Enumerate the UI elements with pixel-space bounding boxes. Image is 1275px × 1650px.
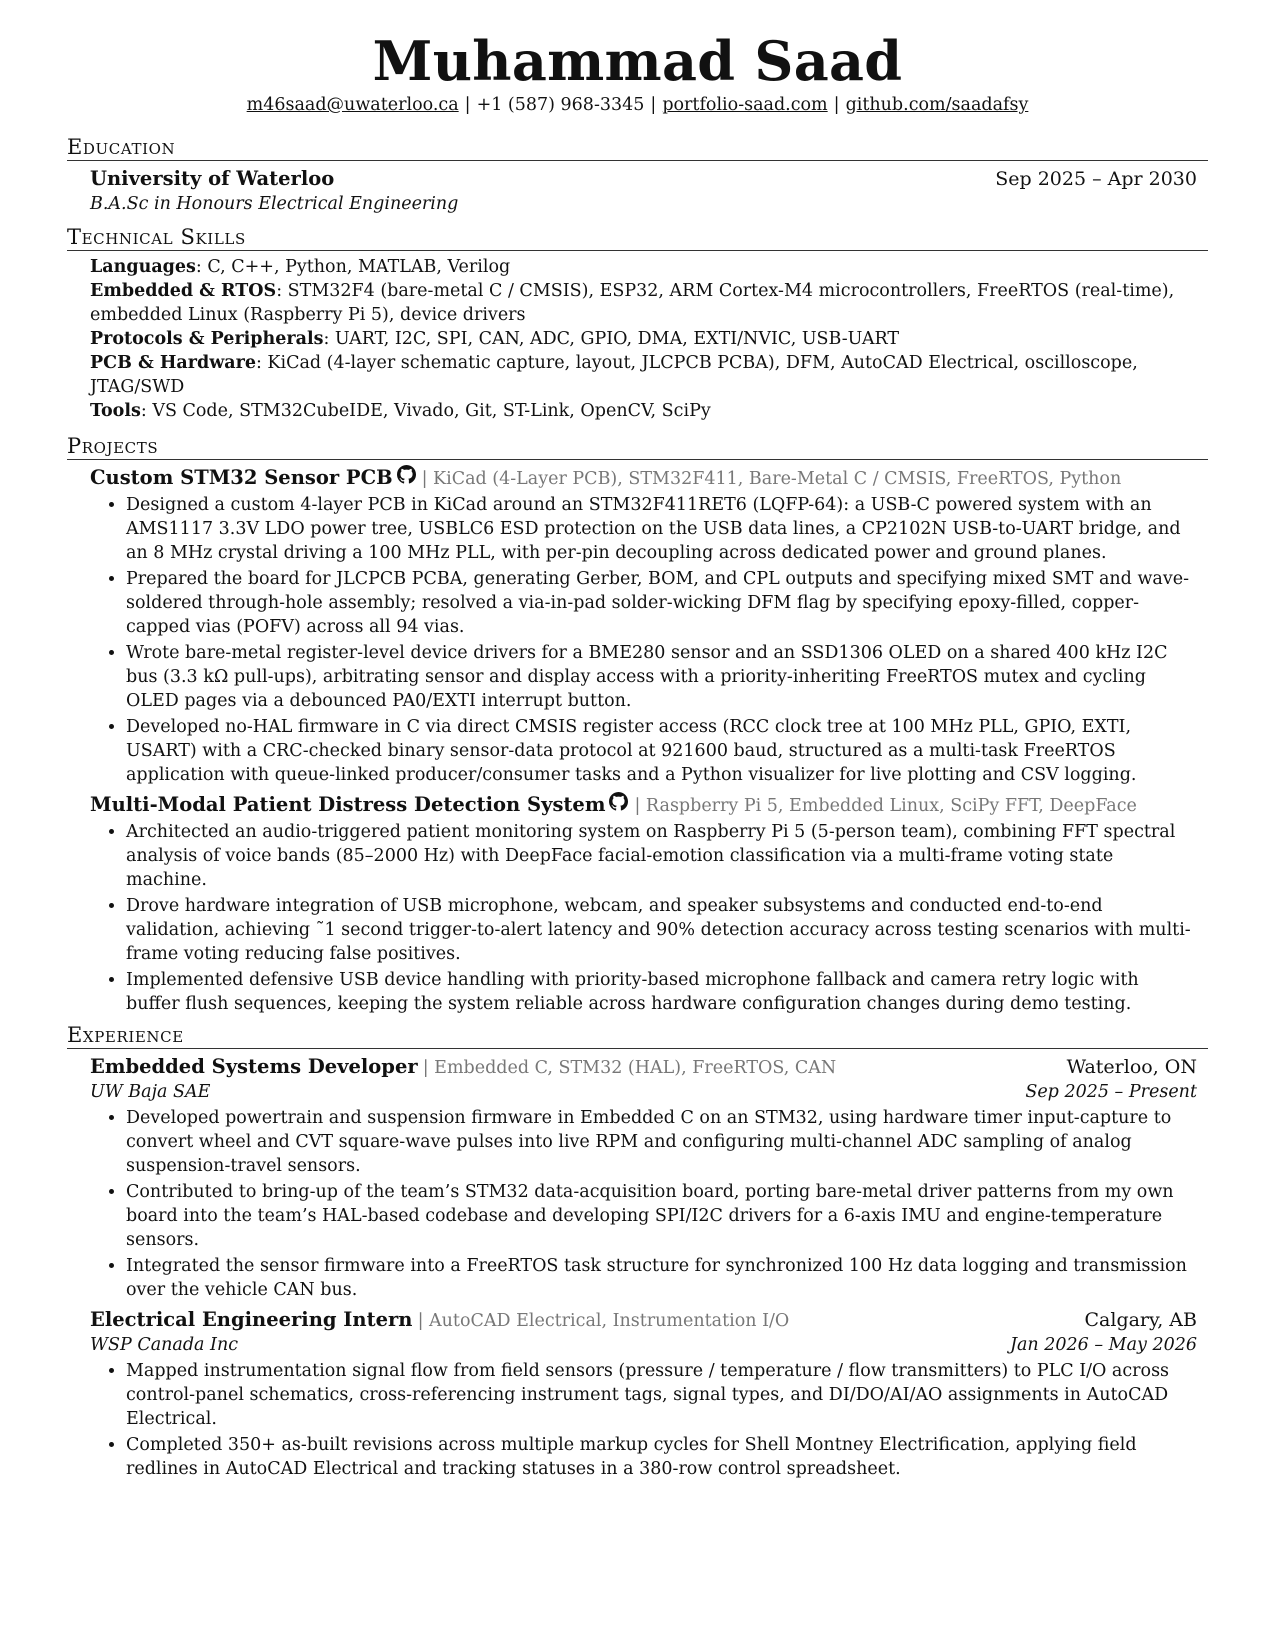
resume-page (67, 28, 1208, 1485)
skills-list (67, 255, 1208, 423)
list-item: • Completed 350+ as-built revisions across multiple markup cycles for Shell Montney Electrification, applying field redlines in AutoCAD Electrical and tracking statuses in a 380-row control spreadsheet. (126, 1433, 1197, 1481)
list-item: • Designed a custom 4-layer PCB in KiCad around an STM32F411RET6 (LQFP-64): a USB-C powered system with an AMS1117 3.3V LDO power tree, USBLC6 ESD protection on the USB data lines, a CP2102N USB-to-UART bridge, and an 8 MHz crystal driving a 100 MHz PLL, with per-pin decoupling across dedicated power and ground planes. (126, 493, 1197, 565)
experience-section (67, 1022, 1208, 1481)
list-item: • Wrote bare-metal register-level device drivers for a BME280 sensor and an SSD1306 OLED on a shared 400 kHz I2C bus (3.3 kΩ pull-ups), arbitrating sensor and display access with a priority-inheriting FreeRTOS mutex and cycling OLED pages via a debounced PA0/EXTI interrupt button. (126, 641, 1197, 713)
job-tech: | AutoCAD Electrical, Instrumentation I/O (417, 1311, 790, 1331)
project-entry (67, 464, 1208, 787)
skill-label: Languages (90, 257, 196, 277)
portfolio-link[interactable]: portfolio-saad.com (662, 95, 828, 115)
skill-row (90, 255, 1197, 279)
skill-text: : C, C++, Python, MATLAB, Verilog (195, 257, 511, 277)
phone-number: +1 (587) 968-3345 (476, 95, 645, 115)
project-tech: | Raspberry Pi 5, Embedded Linux, SciPy FFT, DeepFace (634, 796, 1137, 816)
section-title-skills: Technical Skills (67, 224, 1208, 251)
list-item: • Developed no-HAL firmware in C via direct CMSIS register access (RCC clock tree at 100 MHz PLL, GPIO, EXTI, USART) with a CRC-checked binary sensor-data protocol at 921600 baud, structured as a multi-task FreeRTOS application with queue-linked producer/consumer tasks and a Python visualizer for live plotting and CSV logging. (126, 715, 1197, 787)
project-name: Multi-Modal Patient Distress Detection System (90, 793, 606, 816)
separator: | (833, 95, 840, 115)
separator: | (464, 95, 471, 115)
list-item: • Mapped instrumentation signal flow from field sensors (pressure / temperature / flow transmitters) to PLC I/O across control-panel schematics, cross-referencing instrument tags, signal types, and DI/DO/AI/AO assignments in AutoCAD Electrical. (126, 1359, 1197, 1431)
skills-section (67, 224, 1208, 423)
experience-entry (67, 1053, 1208, 1302)
list-item: • Contributed to bring-up of the team’s STM32 data-acquisition board, porting bare-metal driver patterns from my own board into the team’s HAL-based codebase and developing SPI/I2C drivers for a 6-axis IMU and engine-temperature sensors. (126, 1180, 1197, 1252)
project-name: Custom STM32 Sensor PCB (90, 466, 393, 489)
candidate-name: Muhammad Saad (372, 29, 903, 93)
list-item: • Implemented defensive USB device handling with priority-based microphone fallback and camera retry logic with buffer flush sequences, keeping the system reliable across hardware configuration changes during demo testing. (126, 968, 1197, 1016)
skill-text: : VS Code, STM32CubeIDE, Vivado, Git, ST-Link, OpenCV, SciPy (140, 401, 711, 421)
project-bullets (90, 820, 1197, 1016)
skill-label: Tools (90, 401, 141, 421)
experience-entry (67, 1306, 1208, 1481)
school-name: University of Waterloo (90, 167, 335, 190)
job-role: Electrical Engineering Intern (90, 1308, 413, 1331)
education-dates: Sep 2025 – Apr 2030 (995, 168, 1197, 190)
job-role: Embedded Systems Developer (90, 1055, 418, 1078)
section-title-experience: Experience (67, 1022, 1208, 1049)
skill-row (90, 279, 1197, 327)
project-entry (67, 791, 1208, 1016)
job-location: Calgary, AB (1084, 1309, 1197, 1331)
email-link[interactable]: m46saad@uwaterloo.ca (246, 95, 459, 115)
github-link[interactable]: github.com/saadafsy (845, 95, 1029, 115)
contact-line (67, 94, 1208, 116)
list-item: • Developed powertrain and suspension firmware in Embedded C on an STM32, using hardware timer input-capture to convert wheel and CVT square-wave pulses into live RPM and configuring multi-channel ADC sampling of analog suspension-travel sensors. (126, 1106, 1197, 1178)
list-item: • Drove hardware integration of USB microphone, webcam, and speaker subsystems and conducted end-to-end validation, achieving ˜1 second trigger-to-alert latency and 90% detection accuracy across testing scenarios with multi-frame voting reducing false positives. (126, 894, 1197, 966)
skill-text: : STM32F4 (bare-metal C / CMSIS), ESP32, ARM Cortex-M4 microcontrollers, FreeRTOS (real-time), embedded Linux (Raspberry Pi 5), device drivers (90, 281, 1175, 325)
job-tech: | Embedded C, STM32 (HAL), FreeRTOS, CAN (422, 1058, 837, 1078)
project-tech: | KiCad (4-Layer PCB), STM32F411, Bare-Metal C / CMSIS, FreeRTOS, Python (421, 469, 1122, 489)
job-org: UW Baja SAE (90, 1082, 211, 1102)
section-title-projects: Projects (67, 433, 1208, 460)
degree: B.A.Sc in Honours Electrical Engineering (90, 194, 459, 214)
skill-row (90, 351, 1197, 399)
list-item: • Integrated the sensor firmware into a FreeRTOS task structure for synchronized 100 Hz data logging and transmission over the vehicle CAN bus. (126, 1254, 1197, 1302)
skill-label: Protocols & Peripherals (90, 329, 324, 349)
job-bullets (90, 1106, 1197, 1302)
skill-text: : KiCad (4-layer schematic capture, layout, JLCPCB PCBA), DFM, AutoCAD Electrical, oscilloscope, JTAG/SWD (90, 353, 1138, 397)
skill-label: PCB & Hardware (90, 353, 256, 373)
skill-row (90, 399, 1197, 423)
github-icon[interactable] (609, 792, 628, 811)
job-org: WSP Canada Inc (90, 1335, 239, 1355)
list-item: • Prepared the board for JLCPCB PCBA, generating Gerber, BOM, and CPL outputs and specifying mixed SMT and wave-soldered through-hole assembly; resolved a via-in-pad solder-wicking DFM flag by specifying epoxy-filled, copper-capped vias (POFV) across all 94 vias. (126, 567, 1197, 639)
section-title-education: Education (67, 134, 1208, 161)
github-icon[interactable] (397, 465, 416, 484)
separator: | (650, 95, 657, 115)
skill-label: Embedded & RTOS (90, 281, 277, 301)
job-bullets (90, 1359, 1197, 1481)
job-location: Waterloo, ON (1066, 1056, 1197, 1078)
skill-text: : UART, I2C, SPI, CAN, ADC, GPIO, DMA, EXTI/NVIC, USB-UART (323, 329, 900, 349)
job-dates: Sep 2025 – Present (1025, 1082, 1197, 1102)
job-dates: Jan 2026 – May 2026 (1009, 1335, 1197, 1355)
education-section (67, 134, 1208, 216)
project-bullets (90, 493, 1197, 787)
list-item: • Architected an audio-triggered patient monitoring system on Raspberry Pi 5 (5-person team), combining FFT spectral analysis of voice bands (85–2000 Hz) with DeepFace facial-emotion classification via a multi-frame voting state machine. (126, 820, 1197, 892)
projects-section (67, 433, 1208, 1016)
education-entry (67, 165, 1208, 216)
skill-row (90, 327, 1197, 351)
